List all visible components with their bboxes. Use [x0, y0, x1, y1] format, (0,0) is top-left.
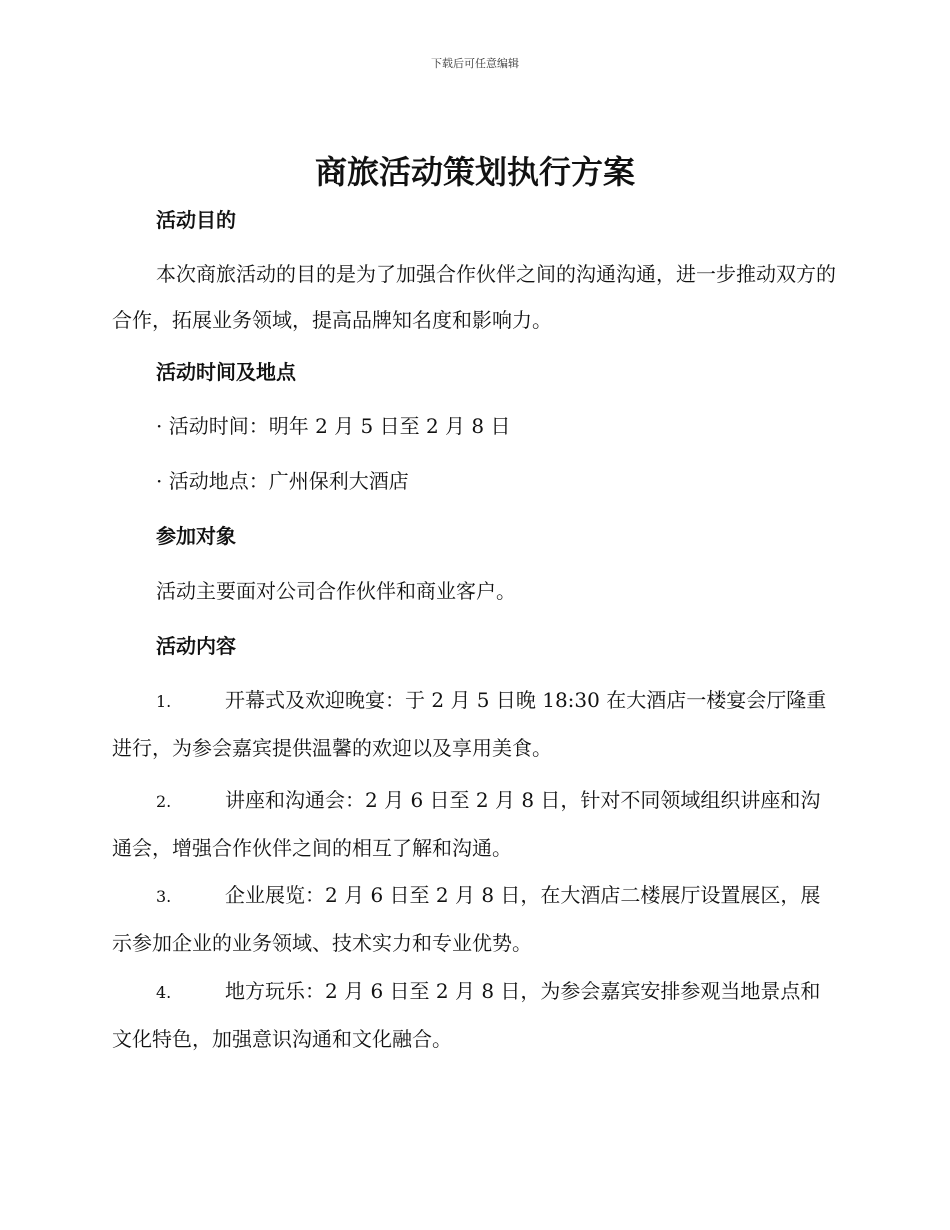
content-item-3	[112, 872, 840, 966]
heading-participants: 参加对象	[156, 524, 236, 548]
item-number: 1.	[156, 692, 172, 711]
item-text: 讲座和沟通会：2 月 6 日至 2 月 8 日，针对不同领域组织讲座和沟通会，增强合作伙伴之间的相互了解和沟通。	[112, 788, 821, 860]
item-number: 3.	[156, 887, 172, 906]
content-item-2	[112, 777, 840, 871]
event-time: · 活动时间：明年 2 月 5 日至 2 月 8 日	[156, 414, 511, 438]
item-number: 4.	[156, 983, 172, 1002]
heading-time-place: 活动时间及地点	[156, 360, 296, 384]
item-text: 开幕式及欢迎晚宴：于 2 月 5 日晚 18:30 在大酒店一楼宴会厅隆重进行，为参会嘉宾提供温馨的欢迎以及享用美食。	[112, 688, 827, 760]
event-place: · 活动地点：广州保利大酒店	[156, 469, 409, 493]
heading-content: 活动内容	[156, 634, 236, 658]
item-text: 企业展览：2 月 6 日至 2 月 8 日，在大酒店二楼展厅设置展区，展示参加企业的业务领域、技术实力和专业优势。	[112, 883, 821, 955]
content-item-4	[112, 968, 840, 1062]
participants-text: 活动主要面对公司合作伙伴和商业客户。	[156, 579, 516, 603]
purpose-paragraph: 本次商旅活动的目的是为了加强合作伙伴之间的沟通沟通，进一步推动双方的合作，拓展业务领域，提高品牌知名度和影响力。	[112, 262, 836, 332]
header-note: 下载后可任意编辑	[431, 57, 519, 70]
item-text: 地方玩乐：2 月 6 日至 2 月 8 日，为参会嘉宾安排参观当地景点和文化特色，加强意识沟通和文化融合。	[112, 979, 821, 1051]
content-item-1	[112, 677, 840, 771]
page-title: 商旅活动策划执行方案	[314, 153, 635, 191]
item-number: 2.	[156, 792, 172, 811]
heading-purpose: 活动目的	[156, 208, 236, 232]
